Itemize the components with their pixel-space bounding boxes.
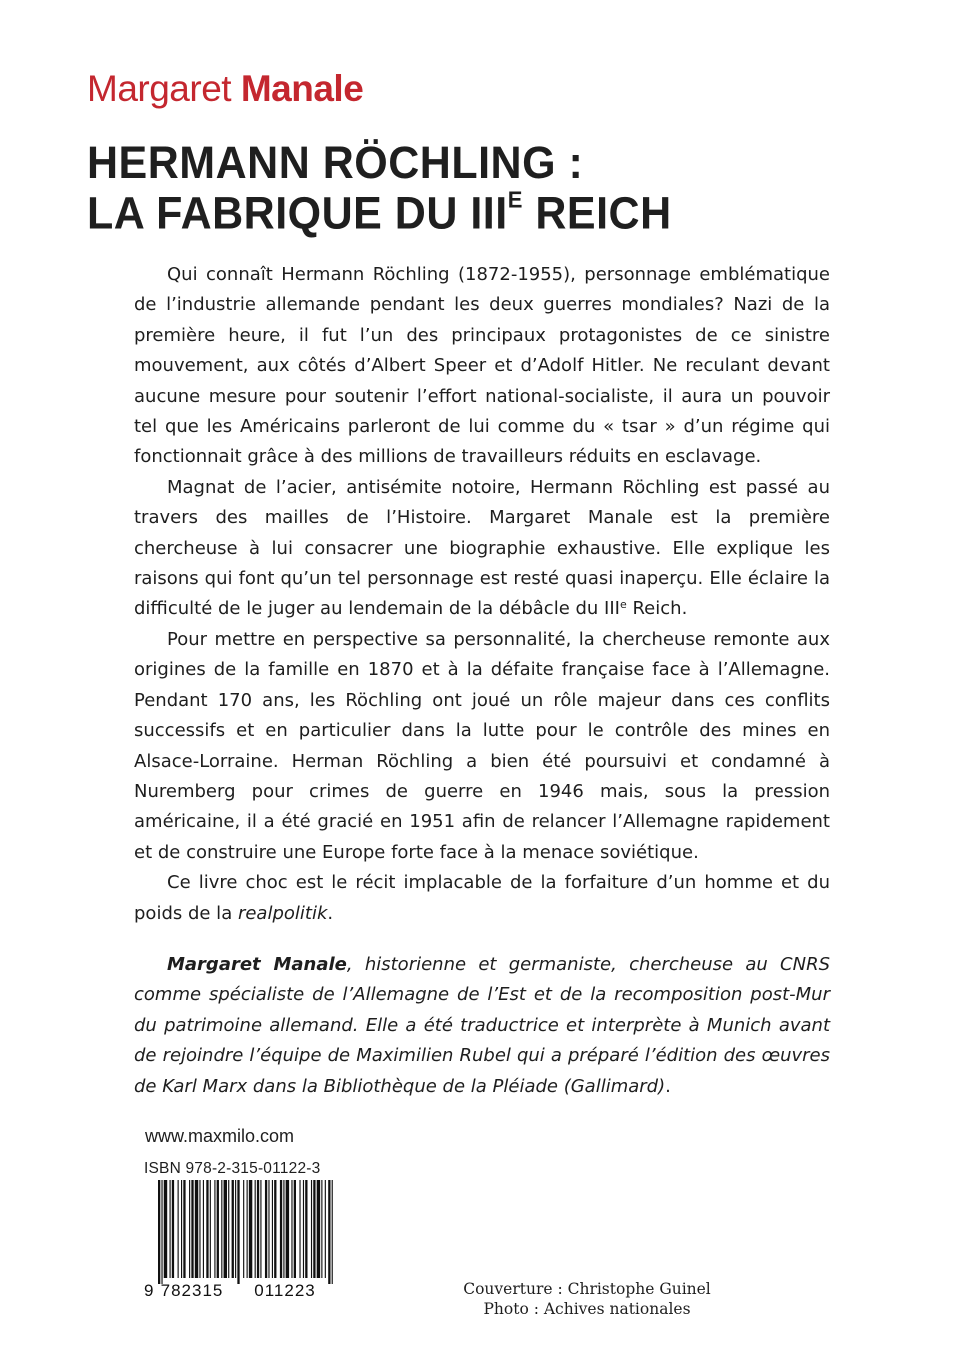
barcode-bar <box>299 1180 300 1278</box>
barcode-bar <box>286 1180 289 1278</box>
barcode-bar <box>243 1180 244 1278</box>
barcode-bar <box>255 1180 256 1278</box>
barcode-bar <box>195 1180 198 1278</box>
barcode-bar <box>268 1180 269 1278</box>
barcode-bar <box>217 1180 219 1278</box>
barcode <box>144 1180 334 1298</box>
credits <box>442 1279 732 1319</box>
barcode-bar <box>161 1180 162 1284</box>
author-name <box>87 68 363 110</box>
barcode-bar <box>224 1180 227 1278</box>
barcode-bar <box>181 1180 182 1278</box>
barcode-bar <box>221 1180 222 1278</box>
barcode-bar <box>214 1180 215 1278</box>
barcode-right-digits: 011223 <box>254 1281 316 1298</box>
barcode-bar <box>305 1180 307 1278</box>
barcode-bar <box>237 1180 239 1284</box>
barcode-bar <box>332 1180 333 1284</box>
barcode-bar <box>178 1180 179 1278</box>
bio-author-name: Margaret Manale <box>167 954 347 975</box>
barcode-bar <box>325 1180 326 1278</box>
barcode-left-digits: 782315 <box>160 1281 224 1298</box>
author-first-name: Margaret <box>87 68 232 109</box>
title-superscript: E <box>507 186 523 213</box>
publisher-website: www.maxmilo.com <box>145 1126 295 1146</box>
barcode-bar <box>260 1180 261 1278</box>
isbn: ISBN 978-2-315-01122-3 <box>144 1160 321 1177</box>
synopsis-paragraph-4: Ce livre choc est le récit implacable de la forfaiture d’un homme et du poids de la realpolitik. <box>134 872 830 924</box>
barcode-bar <box>280 1180 282 1278</box>
barcode-bar <box>203 1180 204 1278</box>
author-bio <box>134 950 830 1102</box>
barcode-bar <box>210 1180 211 1278</box>
barcode-bar <box>247 1180 248 1278</box>
barcode-bar <box>257 1180 259 1278</box>
barcode-bar <box>158 1180 160 1284</box>
title-line-1: HERMANN RÖCHLING : <box>87 138 584 189</box>
barcode-bar <box>303 1180 304 1278</box>
author-last-name: Manale <box>240 68 364 109</box>
barcode-bar <box>283 1180 284 1278</box>
barcode-bar <box>249 1180 252 1278</box>
barcode-first-digit: 9 <box>144 1281 154 1298</box>
synopsis <box>134 260 830 929</box>
barcode-bar <box>235 1180 236 1278</box>
book-title <box>87 138 887 239</box>
photo-credit: Photo : Achives nationales <box>483 1300 691 1318</box>
barcode-bar <box>321 1180 322 1278</box>
title-line-2: LA FABRIQUE DU $III^E$ REICH <box>87 186 672 239</box>
synopsis-paragraph-2: Magnat de l’acier, antisémite notoire, Hermann Röchling est passé au travers des mailles de l’Histoire. Margaret Manale est la première chercheuse à lui consacrer une biographie exhaustive. Elle explique les raisons qui font qu’un tel personnage est resté quasi inaperçu. Elle éclaire la difficulté de le juger au lendemain de la débâcle du IIIe Reich. <box>134 476 830 620</box>
barcode-bar <box>317 1180 320 1278</box>
barcode-bar <box>328 1180 330 1284</box>
barcode-bar <box>189 1180 190 1278</box>
barcode-bar <box>191 1180 193 1278</box>
barcode-bars <box>158 1180 333 1284</box>
barcode-bar <box>291 1180 292 1278</box>
barcode-bar <box>265 1180 267 1278</box>
author-bio-paragraph: Margaret Manale, historienne et germaniste, chercheuse au CNRS comme spécialiste de l’Allemagne de l’Est et de la recomposition post-Mur du patrimoine allemand. Elle a été traductrice et interprète à Munich avant de rejoindre l’équipe de Maximilien Rubel qui a préparé l’édition des œuvres de Karl Marx dans la Bibliothèque de la Pléiade (Gallimard). <box>134 954 830 1097</box>
barcode-bar <box>170 1180 171 1278</box>
barcode-bar <box>164 1180 167 1278</box>
barcode-bar <box>272 1180 273 1278</box>
barcode-bar <box>228 1180 229 1278</box>
barcode-bar <box>294 1180 296 1278</box>
barcode-bar <box>232 1180 234 1278</box>
barcode-bar <box>313 1180 315 1278</box>
synopsis-paragraph-1: Qui connaît Hermann Röchling (1872-1955), personnage emblématique de l’industrie allemande pendant les deux guerres mondiales? Nazi de la première heure, il fut l’un des principaux protagonistes de ce sinistre mouvement, aux côtés d’Albert Speer et d’Adolf Hitler. Ne reculant devant aucune mesure pour soutenir l’effort national-socialiste, il aura un pouvoir tel que les Américains parleront de lui comme du « tsar » d’un régime qui fonctionnait grâce à des millions de travailleurs réduits en esclavage. <box>134 264 830 468</box>
barcode-bar <box>172 1180 174 1278</box>
barcode-bar <box>311 1180 312 1278</box>
barcode-bar <box>199 1180 200 1278</box>
cover-credit: Couverture : Christophe Guinel <box>463 1280 711 1298</box>
synopsis-paragraph-3: Pour mettre en perspective sa personnalité, la chercheuse remonte aux origines de la famille en 1870 et à la défaite française face à l’Allemagne. Pendant 170 ans, les Röchling ont joué un rôle majeur dans ces conflits successifs et en particulier dans la lutte pour le contrôle des mines en Alsace-Lorraine. Herman Röchling a bien été poursuivi et condamné à Nuremberg pour crimes de guerre en 1946 mais, sous la pression américaine, il a été gracié en 1951 afin de relancer l’Allemagne rapidement et de construire une Europe forte face à la menace soviétique. <box>134 628 830 863</box>
barcode-bar <box>206 1180 208 1278</box>
barcode-bar <box>274 1180 276 1278</box>
barcode-bar <box>183 1180 185 1278</box>
